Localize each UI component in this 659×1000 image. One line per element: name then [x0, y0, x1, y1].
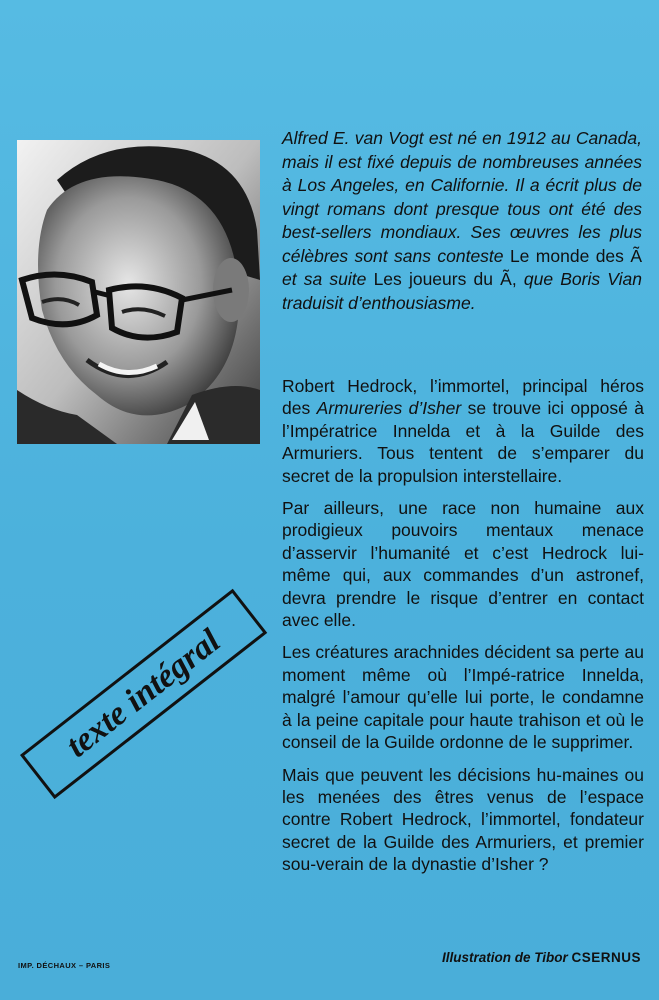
bio-text-2: et sa suite — [282, 269, 367, 289]
credit-name: CSERNUS — [571, 950, 641, 965]
synopsis-p1-text-a: Robert Hedrock, l’immortel, principal héros des — [282, 376, 644, 419]
bio-title-2: Les joueurs du Ã, — [373, 269, 517, 289]
synopsis-paragraph-2: Par ailleurs, une race non humaine aux prodigieux pouvoirs mentaux menace d’asservir l’humanité et c’est Hedrock lui-même qui, aux commandes d’un astronef, devra prendre le risque d’entrer en contact avec elle. — [282, 498, 644, 631]
author-portrait-image — [17, 140, 260, 444]
bio-text-1: Alfred E. van Vogt est né en 1912 au Canada, mais il est fixé depuis de nombreuses années à Los Angeles, en Californie. Il a écrit plus de vingt romans dont presque tous ont été des best-sellers mondiaux. Ses œuvres les plus célèbres sont sans conteste — [282, 128, 642, 266]
stamp-label: texte intégral — [59, 622, 228, 765]
synopsis-paragraph-3: Les créatures arachnides décident sa perte au moment même où l’Impé-ratrice Innelda, malgré l’amour qu’elle lui porte, le condamne à la peine capitale pour haute trahison et où le conseil de la Guilde ordonne de le supprimer. — [282, 642, 644, 753]
bio-title-1: Le monde des Ã — [509, 245, 642, 266]
author-bio — [282, 127, 642, 315]
synopsis-p1-text-b: se trouve ici opposé à l’Impératrice Innelda et à la Guilde des Armuriers. Tous tentent de s’emparer du secret de la propulsion interstellaire. — [282, 398, 644, 486]
printer-imprint: IMP. DÉCHAUX – PARIS — [18, 961, 111, 970]
bio-text-3: que Boris Vian traduisit d’enthousiasme. — [282, 269, 642, 313]
book-synopsis — [282, 375, 644, 886]
synopsis-paragraph-1 — [282, 375, 644, 487]
illustration-credit — [442, 950, 641, 965]
credit-prefix: Illustration de Tibor — [441, 950, 568, 965]
author-photo — [17, 140, 260, 444]
synopsis-paragraph-4: Mais que peuvent les décisions hu-maines ou les menées des êtres venus de l’espace contre Robert Hedrock, l’immortel, fondateur secret de la Guilde des Armuriers, et premier sou-verain de la dynastie d’Isher ? — [282, 764, 644, 875]
texte-integral-stamp — [20, 589, 267, 799]
synopsis-p1-title: Armureries d’Isher — [316, 398, 462, 419]
